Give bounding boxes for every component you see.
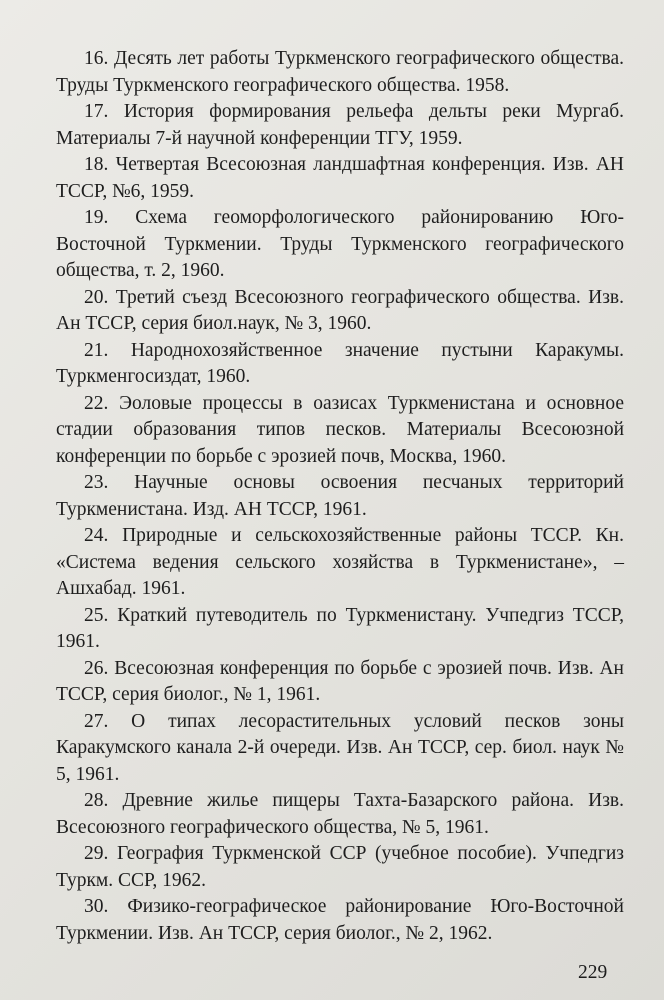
bibliography-entry: 26. Всесоюзная конференция по борьбе с эрозией почв. Изв. Ан ТССР, серия биолог., № 1, 1961.	[56, 657, 624, 705]
bibliography-entry: 17. История формирования рельефа дельты реки Мургаб. Материалы 7-й научной конференции ТГУ, 1959.	[56, 101, 624, 149]
page-number: 229	[578, 962, 608, 983]
bibliography-entry: 30. Физико-географическое районирование Юго-Восточной Туркмении. Изв. Ан ТССР, серия биолог., № 2, 1962.	[56, 896, 624, 944]
bibliography-entry: 22. Эоловые процессы в оазисах Туркменистана и основное стадии образования типов песков. Материалы Всесоюзной конференции по борьбе с эрозией почв, Москва, 1960.	[56, 392, 624, 467]
bibliography-entry: 24. Природные и сельскохозяйственные районы ТССР. Кн. «Система ведения сельского хозяйства в Туркменистане», – Ашхабад. 1961.	[56, 525, 624, 599]
bibliography-entry: 19. Схема геоморфологического районированию Юго-Восточной Туркмении. Труды Туркменского географического общества, т. 2, 1960.	[56, 207, 624, 281]
bibliography-entry: 28. Древние жилье пищеры Тахта-Базарского района. Изв. Всесоюзного географического общества, № 5, 1961.	[56, 790, 624, 838]
bibliography-entry: 20. Третий съезд Всесоюзного географического общества. Изв. Ан ТССР, серия биол.наук, № 3, 1960.	[56, 286, 624, 334]
bibliography-entry: 27. О типах лесорастительных условий песков зоны Каракумского канала 2-й очереди. Изв. Ан ТССР, сер. биол. наук № 5, 1961.	[56, 710, 624, 785]
bibliography-entry: 29. География Туркменской ССР (учебное пособие). Учпедгиз Туркм. ССР, 1962.	[56, 843, 624, 891]
bibliography-list	[56, 46, 624, 947]
bibliography-entry: 18. Четвертая Всесоюзная ландшафтная конференция. Изв. АН ТССР, №6, 1959.	[56, 154, 624, 202]
bibliography-entry: 21. Народнохозяйственное значение пустыни Каракумы. Туркменгосиздат, 1960.	[56, 339, 624, 387]
bibliography-entry: 23. Научные основы освоения песчаных территорий Туркменистана. Изд. АН ТССР, 1961.	[56, 472, 624, 520]
bibliography-entry: 16. Десять лет работы Туркменского географического общества. Труды Туркменского географического общества. 1958.	[56, 48, 624, 96]
bibliography-entry: 25. Краткий путеводитель по Туркменистану. Учпедгиз ТССР, 1961.	[56, 604, 624, 652]
